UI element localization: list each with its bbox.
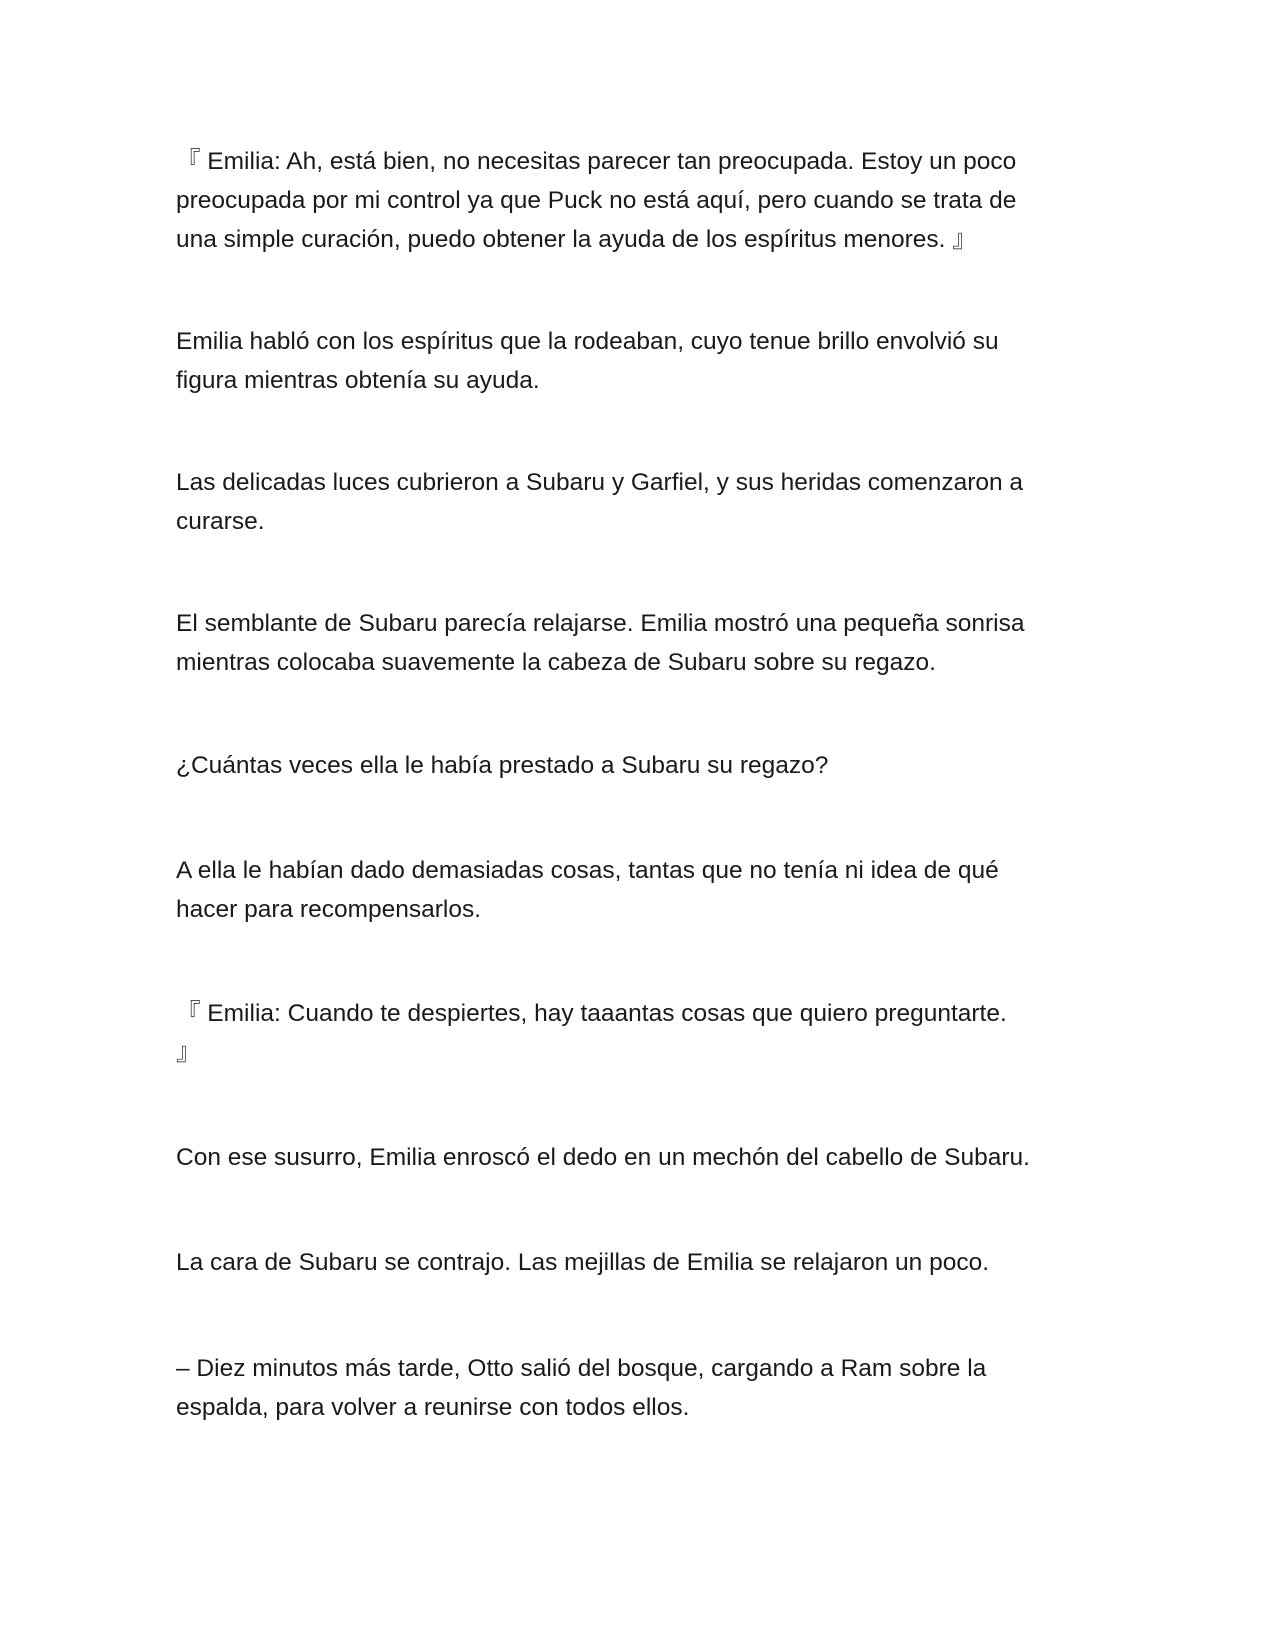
text-line: 』 [176,1039,201,1066]
text-line: La cara de Subaru se contrajo. Las mejillas de Emilia se relajaron un poco. [176,1249,990,1276]
text-line: A ella le habían dado demasiadas cosas, tantas que no tenía ni idea de qué [176,857,999,884]
paragraph-whisper [176,1138,1096,1177]
text-line: Con ese susurro, Emilia enroscó el dedo en un mechón del cabello de Subaru. [176,1144,1030,1171]
paragraph-dialogue-emilia-healing [176,142,1096,259]
text-line: espalda, para volver a reunirse con todos ellos. [176,1394,690,1421]
paragraph-semblance [176,604,1096,682]
text-line: 『 Emilia: Ah, está bien, no necesitas parecer tan preocupada. Estoy un poco [176,148,1017,175]
text-line: curarse. [176,508,265,535]
text-line: – Diez minutos más tarde, Otto salió del bosque, cargando a Ram sobre la [176,1355,987,1382]
text-line: una simple curación, puedo obtener la ayuda de los espíritus menores. 』 [176,226,977,253]
text-line: 『 Emilia: Cuando te despiertes, hay taaantas cosas que quiero preguntarte. [176,1000,1007,1027]
paragraph-face [176,1243,1096,1282]
paragraph-dialogue-emilia-wake [176,994,1096,1072]
text-line: Emilia habló con los espíritus que la rodeaban, cuyo tenue brillo envolvió su [176,328,999,355]
paragraph-question [176,746,1096,785]
text-line: hacer para recompensarlos. [176,896,482,923]
text-line: mientras colocaba suavemente la cabeza de Subaru sobre su regazo. [176,649,936,676]
text-line: ¿Cuántas veces ella le había prestado a Subaru su regazo? [176,752,829,779]
text-line: El semblante de Subaru parecía relajarse. Emilia mostró una pequeña sonrisa [176,610,1025,637]
paragraph-spirits [176,322,1096,400]
paragraph-otto [176,1349,1096,1427]
paragraph-lights [176,463,1096,541]
text-line: Las delicadas luces cubrieron a Subaru y Garfiel, y sus heridas comenzaron a [176,469,1024,496]
paragraph-many-things [176,851,1096,929]
text-line: figura mientras obtenía su ayuda. [176,367,540,394]
text-line: preocupada por mi control ya que Puck no está aquí, pero cuando se trata de [176,187,1017,214]
